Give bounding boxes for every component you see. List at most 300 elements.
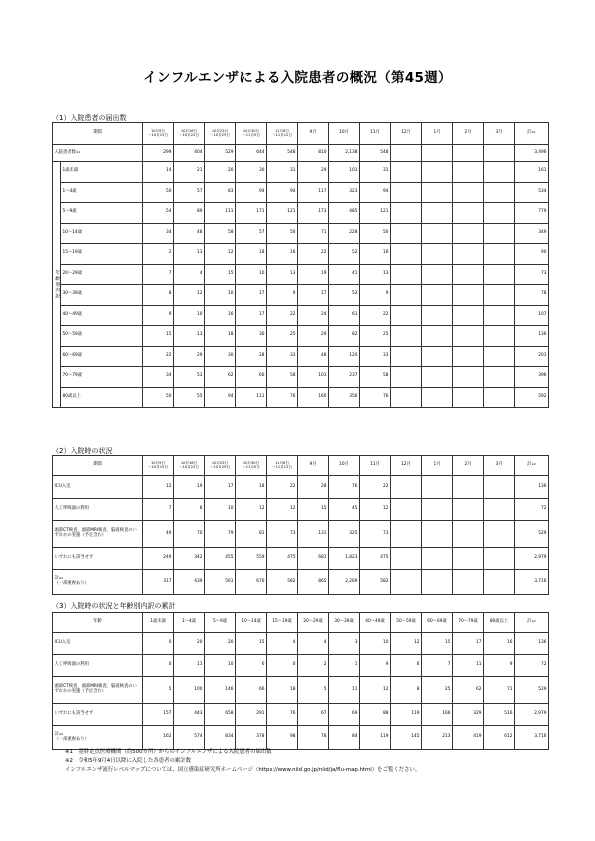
value-cell: 71: [484, 677, 515, 704]
value-cell: [391, 521, 422, 548]
row-label-subtext: （一部重複あり）: [54, 736, 89, 742]
value-cell: 574: [174, 726, 205, 750]
row-label: [53, 704, 143, 726]
value-cell: 28: [298, 476, 329, 499]
value-cell: [484, 387, 515, 408]
value-cell: 529: [515, 677, 549, 704]
value-cell: 16: [484, 633, 515, 655]
value-cell: [391, 548, 422, 570]
value-cell: [484, 264, 515, 285]
value-cell: 561: [205, 570, 236, 595]
value-cell: [422, 570, 453, 595]
value-cell: 2,269: [329, 570, 360, 595]
total-header-note: ※2: [531, 462, 536, 467]
value-cell: 8: [143, 285, 174, 306]
value-cell: 58: [360, 367, 391, 388]
value-cell: 356: [329, 387, 360, 408]
row-label-text: いずれにも該当せず: [54, 711, 94, 717]
row-label-text: 人工呼吸器の利用: [54, 506, 89, 512]
value-cell: 117: [298, 182, 329, 203]
value-cell: 20: [205, 162, 236, 183]
admissions-table: [52, 122, 549, 408]
row-label-note: ※1: [75, 149, 81, 154]
value-cell: 865: [298, 570, 329, 595]
column-header: 70～79歳: [453, 613, 484, 633]
value-cell: [484, 223, 515, 244]
status-row: [53, 499, 549, 521]
value-cell: 171: [236, 203, 267, 224]
value-cell: 78: [515, 285, 549, 306]
value-cell: 72: [515, 655, 549, 677]
row-label: 5～9歳: [61, 203, 143, 224]
value-cell: [391, 476, 422, 499]
value-cell: 10: [205, 499, 236, 521]
column-header: 1月: [422, 123, 453, 145]
value-cell: 18: [205, 326, 236, 347]
value-cell: [391, 264, 422, 285]
value-cell: 15: [205, 264, 236, 285]
column-header: 10月30日 ～11月5日: [236, 456, 267, 476]
row-label-text: ICU入室: [54, 483, 71, 489]
value-cell: 41: [329, 264, 360, 285]
value-cell: 419: [453, 726, 484, 750]
age-header: 年齢: [53, 613, 143, 633]
value-cell: 11: [329, 677, 360, 704]
value-cell: [422, 223, 453, 244]
value-cell: [453, 203, 484, 224]
value-cell: [484, 570, 515, 595]
value-cell: [391, 223, 422, 244]
row-label: [53, 145, 143, 162]
value-cell: 48: [298, 346, 329, 367]
value-cell: 0: [143, 633, 174, 655]
value-cell: [391, 346, 422, 367]
age-row: [53, 264, 549, 285]
value-cell: [391, 305, 422, 326]
status-row: [53, 633, 549, 655]
value-cell: 455: [205, 548, 236, 570]
value-cell: [422, 162, 453, 183]
value-cell: 13: [174, 326, 205, 347]
value-cell: 228: [329, 223, 360, 244]
column-header: 10月9日 ～10月15日: [143, 456, 174, 476]
value-cell: 145: [391, 726, 422, 750]
value-cell: [391, 387, 422, 408]
value-cell: 485: [329, 203, 360, 224]
value-cell: 22: [298, 244, 329, 265]
value-cell: 73: [515, 264, 549, 285]
column-header: 11月6日 ～11月12日: [267, 123, 298, 145]
value-cell: 30: [236, 162, 267, 183]
age-row: [53, 326, 549, 347]
value-cell: 2,979: [515, 704, 549, 726]
age-row: [53, 182, 549, 203]
row-label: [53, 655, 143, 677]
value-cell: 49: [143, 521, 174, 548]
value-cell: 3: [329, 633, 360, 655]
value-cell: [484, 285, 515, 306]
value-cell: 119: [391, 704, 422, 726]
total-column-header: [515, 613, 549, 633]
value-cell: 612: [484, 726, 515, 750]
value-cell: 120: [329, 346, 360, 367]
age-row: [53, 305, 549, 326]
value-cell: 323: [329, 182, 360, 203]
row-label: [53, 633, 143, 655]
value-cell: 548: [267, 145, 298, 162]
value-cell: [391, 162, 422, 183]
cumulative-status-by-age-table: [52, 612, 549, 750]
age-row: [53, 346, 549, 367]
value-cell: [484, 476, 515, 499]
row-label-text: 頭部CT検査、頭部MRI検査、脳波検査のいずれかの実施（予定含む）: [54, 528, 137, 538]
total-column-header: [515, 123, 549, 145]
value-cell: 19: [174, 476, 205, 499]
value-cell: [453, 570, 484, 595]
row-label: [53, 570, 143, 595]
value-cell: 10: [236, 264, 267, 285]
value-cell: [453, 387, 484, 408]
value-cell: 681: [298, 548, 329, 570]
value-cell: 13: [360, 264, 391, 285]
value-cell: 10: [360, 633, 391, 655]
value-cell: [391, 182, 422, 203]
column-header: 2月: [453, 456, 484, 476]
value-cell: [391, 367, 422, 388]
value-cell: 28: [236, 346, 267, 367]
column-header: 5～9歳: [205, 613, 236, 633]
value-cell: 237: [329, 367, 360, 388]
row-label-text: 計: [54, 731, 59, 737]
value-cell: 658: [205, 704, 236, 726]
column-header: 10月16日 ～10月22日: [174, 123, 205, 145]
value-cell: 12: [391, 633, 422, 655]
section2-heading: （2）入院時の状況: [52, 447, 113, 455]
value-cell: 53: [174, 367, 205, 388]
value-cell: [453, 182, 484, 203]
value-cell: 50: [267, 223, 298, 244]
row-label: 1～4歳: [61, 182, 143, 203]
value-cell: [453, 264, 484, 285]
row-label: 15～19歳: [61, 244, 143, 265]
value-cell: 57: [174, 182, 205, 203]
value-cell: 9: [360, 285, 391, 306]
value-cell: 16: [205, 305, 236, 326]
value-cell: 1: [329, 655, 360, 677]
value-cell: 18: [236, 476, 267, 499]
value-cell: 7: [143, 499, 174, 521]
column-header: 10月30日 ～11月5日: [236, 123, 267, 145]
total-header-label: 計: [527, 462, 532, 468]
value-cell: 378: [236, 726, 267, 750]
value-cell: 16: [267, 244, 298, 265]
value-cell: 439: [174, 570, 205, 595]
row-label: 1歳未満: [61, 162, 143, 183]
value-cell: 94: [205, 387, 236, 408]
period-header: 期間: [53, 123, 143, 145]
value-cell: 17: [205, 476, 236, 499]
value-cell: [453, 223, 484, 244]
value-cell: 70: [174, 521, 205, 548]
value-cell: 22: [267, 476, 298, 499]
value-cell: 61: [329, 305, 360, 326]
value-cell: 160: [298, 387, 329, 408]
value-cell: 161: [515, 162, 549, 183]
value-cell: 17: [453, 633, 484, 655]
value-cell: 249: [143, 548, 174, 570]
value-cell: 4: [267, 633, 298, 655]
value-cell: [422, 346, 453, 367]
value-cell: [391, 570, 422, 595]
value-cell: 57: [236, 223, 267, 244]
value-cell: 11: [453, 655, 484, 677]
value-cell: 4: [298, 633, 329, 655]
value-cell: 136: [515, 633, 549, 655]
value-cell: 98: [267, 726, 298, 750]
footnotes: [65, 748, 420, 775]
value-cell: 22: [267, 305, 298, 326]
value-cell: 50: [143, 387, 174, 408]
value-cell: [484, 244, 515, 265]
value-cell: 94: [360, 182, 391, 203]
value-cell: 157: [143, 704, 174, 726]
value-cell: 31: [267, 162, 298, 183]
value-cell: 582: [267, 570, 298, 595]
value-cell: [453, 346, 484, 367]
section3-heading: （3）入院時の状況と年齢別内訳の累計: [52, 602, 176, 610]
age-row: [53, 203, 549, 224]
value-cell: 83: [205, 182, 236, 203]
value-cell: 0: [267, 655, 298, 677]
column-header: 11月: [360, 123, 391, 145]
value-cell: [484, 305, 515, 326]
value-cell: 76: [360, 387, 391, 408]
total-header-label: 計: [527, 619, 532, 625]
value-cell: 22: [360, 305, 391, 326]
status-row: [53, 704, 549, 726]
value-cell: [484, 346, 515, 367]
value-cell: 111: [205, 203, 236, 224]
column-header: 15～19歳: [267, 613, 298, 633]
status-row: [53, 548, 549, 570]
value-cell: 404: [174, 145, 205, 162]
value-cell: 13: [267, 264, 298, 285]
value-cell: 111: [236, 387, 267, 408]
row-label-text: 入院患者数: [54, 149, 76, 155]
value-cell: [484, 499, 515, 521]
admission-status-table: [52, 455, 549, 595]
value-cell: 50: [360, 223, 391, 244]
row-label: 70～79歳: [61, 367, 143, 388]
value-cell: 166: [422, 704, 453, 726]
row-label: [53, 726, 143, 750]
row-label-subtext: （一部重複あり）: [54, 581, 89, 586]
value-cell: 342: [174, 548, 205, 570]
value-cell: [422, 203, 453, 224]
age-row: [53, 367, 549, 388]
value-cell: 78: [298, 726, 329, 750]
value-cell: 2,138: [329, 145, 360, 162]
value-cell: 7: [422, 655, 453, 677]
value-cell: 529: [205, 145, 236, 162]
column-header: 20～29歳: [298, 613, 329, 633]
value-cell: 779: [515, 203, 549, 224]
value-cell: [422, 264, 453, 285]
value-cell: [422, 326, 453, 347]
value-cell: [422, 387, 453, 408]
value-cell: 8: [391, 677, 422, 704]
value-cell: 79: [205, 521, 236, 548]
row-label-note: ※2: [58, 576, 64, 581]
page-title: インフルエンザによる入院患者の概況（第45週）: [143, 70, 452, 86]
row-label-text: 計: [54, 576, 59, 582]
column-header: 10月23日 ～10月29日: [205, 456, 236, 476]
column-header: 80歳以上: [484, 613, 515, 633]
value-cell: 162: [143, 726, 174, 750]
value-cell: [453, 162, 484, 183]
value-cell: [484, 521, 515, 548]
value-cell: 9: [484, 655, 515, 677]
status-row: [53, 726, 549, 750]
value-cell: 9: [360, 655, 391, 677]
value-cell: 94: [267, 182, 298, 203]
value-cell: 3,496: [515, 145, 549, 162]
column-header: 1月: [422, 456, 453, 476]
value-cell: [453, 244, 484, 265]
value-cell: [453, 145, 484, 162]
value-cell: 89: [174, 203, 205, 224]
value-cell: 54: [143, 203, 174, 224]
value-cell: [484, 548, 515, 570]
value-cell: 76: [267, 704, 298, 726]
value-cell: 60: [236, 367, 267, 388]
value-cell: 15: [236, 633, 267, 655]
value-cell: [422, 476, 453, 499]
value-cell: 136: [515, 476, 549, 499]
value-cell: 25: [360, 326, 391, 347]
value-cell: 71: [298, 223, 329, 244]
value-cell: 34: [143, 367, 174, 388]
value-cell: 29: [174, 346, 205, 367]
status-row: [53, 476, 549, 499]
row-label: [53, 499, 143, 521]
value-cell: [484, 367, 515, 388]
value-cell: 107: [515, 305, 549, 326]
row-label: [53, 521, 143, 548]
row-label-note: ※2: [58, 731, 64, 736]
column-header: 1歳未満: [143, 613, 174, 633]
value-cell: 21: [174, 162, 205, 183]
value-cell: 10: [205, 655, 236, 677]
value-cell: 45: [329, 499, 360, 521]
value-cell: 15: [143, 326, 174, 347]
value-cell: [391, 244, 422, 265]
value-cell: 72: [515, 499, 549, 521]
value-cell: 24: [298, 305, 329, 326]
row-label: [53, 548, 143, 570]
footnote-2: ※2 令和5年9月4日以降に入院した各患者の累計数: [65, 758, 192, 764]
value-cell: 12: [174, 285, 205, 306]
value-cell: 82: [329, 326, 360, 347]
row-label-text: いずれにも該当せず: [54, 555, 94, 561]
value-cell: 11: [174, 655, 205, 677]
total-header-note: ※1: [531, 130, 536, 135]
value-cell: [422, 182, 453, 203]
column-header: 10月16日 ～10月22日: [174, 456, 205, 476]
value-cell: 12: [236, 499, 267, 521]
column-header: 3月: [484, 456, 515, 476]
value-cell: 9: [267, 285, 298, 306]
value-cell: 12: [267, 499, 298, 521]
value-cell: 50: [143, 182, 174, 203]
value-cell: 2: [143, 244, 174, 265]
column-header: 60～69歳: [422, 613, 453, 633]
column-header: 10月: [329, 456, 360, 476]
row-label: 20～29歳: [61, 264, 143, 285]
value-cell: 20: [205, 633, 236, 655]
value-cell: 90: [515, 244, 549, 265]
value-cell: 121: [360, 203, 391, 224]
total-admissions-row: [53, 145, 549, 162]
value-cell: 548: [360, 145, 391, 162]
value-cell: [453, 367, 484, 388]
value-cell: 201: [515, 346, 549, 367]
total-header-label: 計: [527, 130, 532, 136]
value-cell: 31: [360, 162, 391, 183]
value-cell: 12: [205, 244, 236, 265]
value-cell: [453, 326, 484, 347]
row-label: 30～39歳: [61, 285, 143, 306]
value-cell: 299: [143, 145, 174, 162]
column-header: 3月: [484, 123, 515, 145]
value-cell: [453, 521, 484, 548]
value-cell: 12: [143, 476, 174, 499]
column-header: 2月: [453, 123, 484, 145]
value-cell: 88: [360, 704, 391, 726]
value-cell: 15: [422, 633, 453, 655]
value-cell: 15: [298, 499, 329, 521]
value-cell: 100: [174, 677, 205, 704]
column-header: 9月: [298, 456, 329, 476]
value-cell: 66: [236, 677, 267, 704]
value-cell: [391, 145, 422, 162]
value-cell: [422, 521, 453, 548]
value-cell: 25: [267, 326, 298, 347]
value-cell: 81: [236, 521, 267, 548]
value-cell: 20: [174, 633, 205, 655]
value-cell: 58: [267, 367, 298, 388]
value-cell: [453, 499, 484, 521]
value-cell: 443: [174, 704, 205, 726]
total-header-note: ※2: [531, 619, 536, 624]
value-cell: 14: [143, 162, 174, 183]
value-cell: 325: [329, 521, 360, 548]
column-header: 12月: [391, 123, 422, 145]
value-cell: 834: [205, 726, 236, 750]
value-cell: 76: [329, 476, 360, 499]
status-row: [53, 655, 549, 677]
value-cell: 0: [143, 655, 174, 677]
footnote-1: ※1 基幹定点医療機関（約500カ所）からのインフルエンザによる入院患者の届出数: [65, 749, 272, 755]
value-cell: 317: [143, 570, 174, 595]
value-cell: 101: [298, 367, 329, 388]
value-cell: 52: [329, 285, 360, 306]
value-cell: 55: [174, 387, 205, 408]
value-cell: 94: [236, 182, 267, 203]
row-label-text: ICU入室: [54, 640, 71, 646]
value-cell: 592: [515, 387, 549, 408]
value-cell: 19: [298, 264, 329, 285]
